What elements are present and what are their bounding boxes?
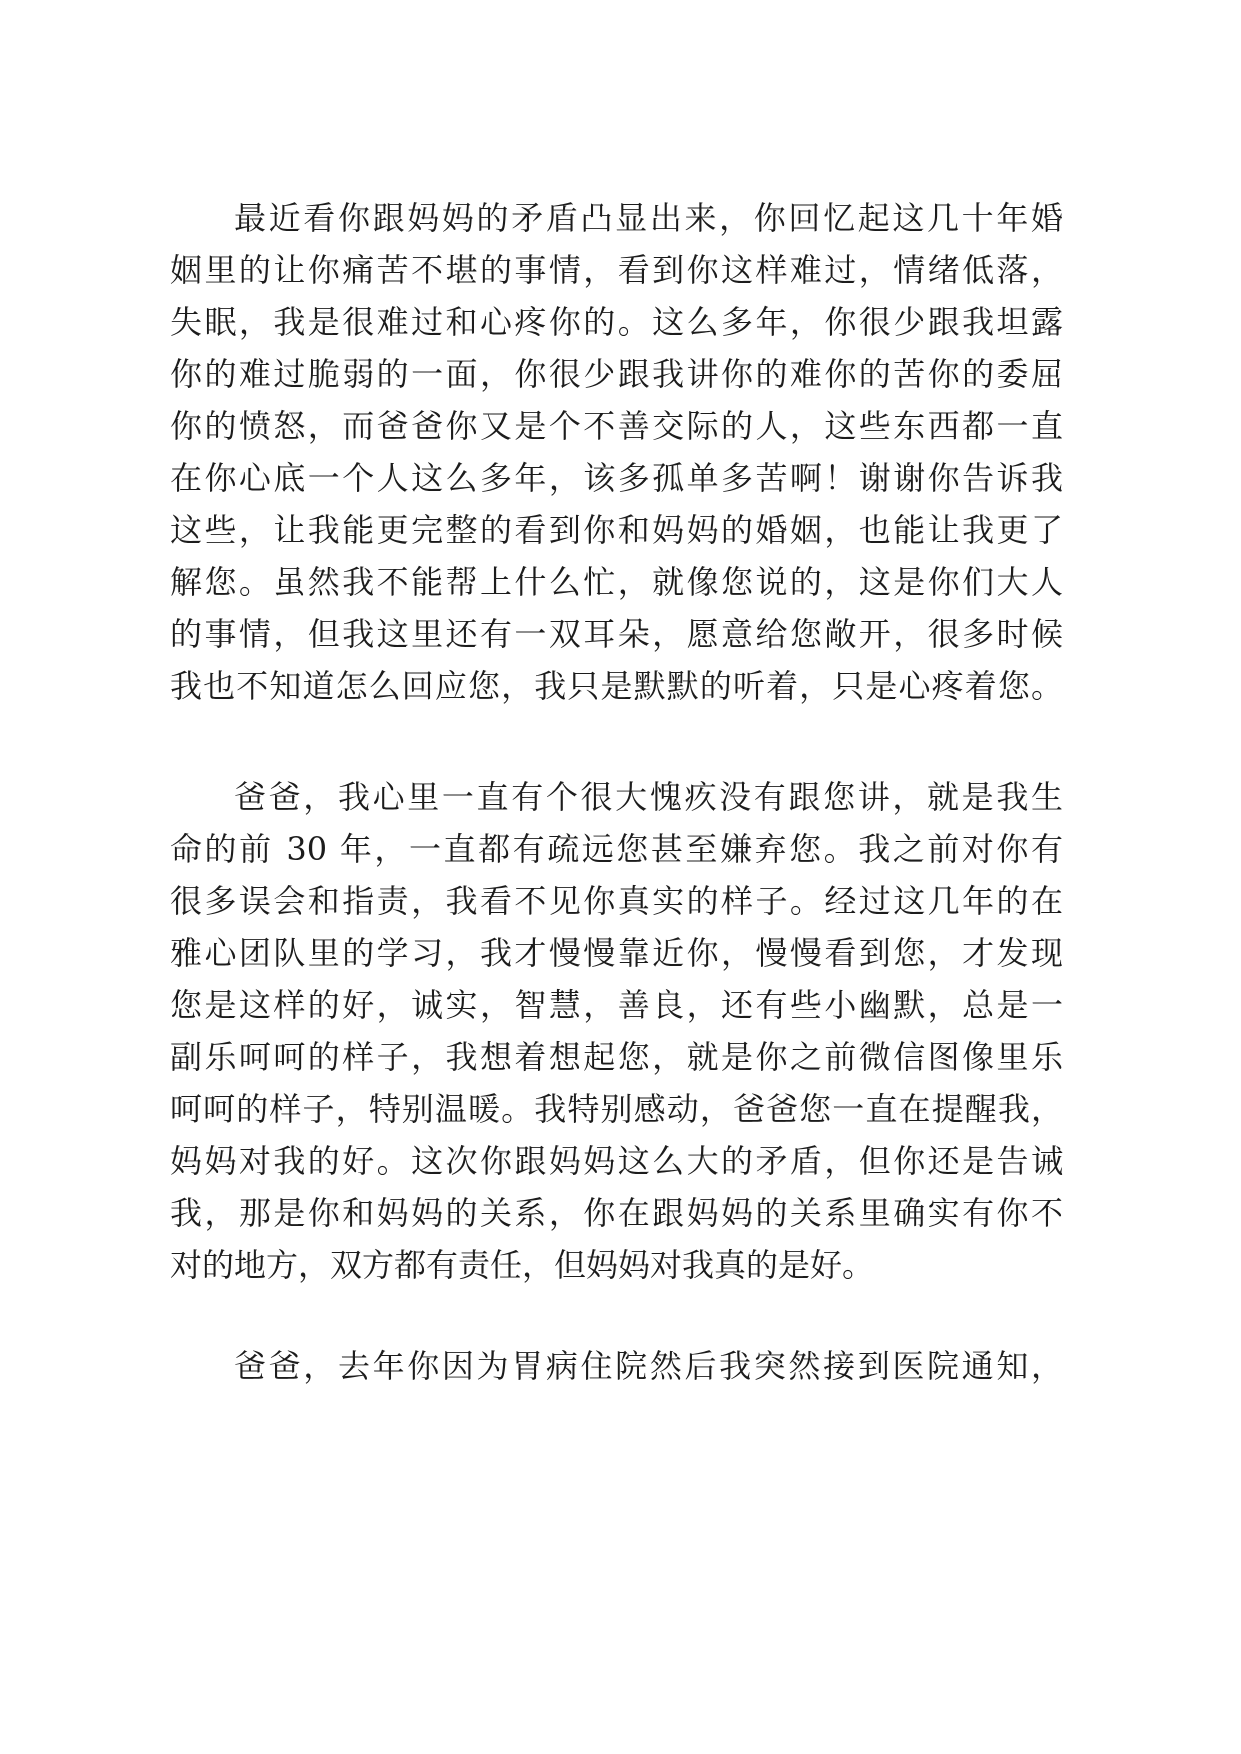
text-line: 的事情，但我这里还有一双耳朵，愿意给您敞开，很多时候 — [170, 615, 1063, 653]
text-line: 失眠，我是很难过和心疼你的。这么多年，你很少跟我坦露 — [170, 303, 1063, 341]
text-line: 很多误会和指责，我看不见你真实的样子。经过这几年的在 — [170, 882, 1063, 920]
text-line: 你的愤怒，而爸爸你又是个不善交际的人，这些东西都一直 — [170, 407, 1063, 445]
paragraph-2 — [170, 771, 1063, 1291]
text-line: 对的地方，双方都有责任，但妈妈对我真的是好。 — [170, 1246, 875, 1284]
text-line: 最近看你跟妈妈的矛盾凸显出来，你回忆起这几十年婚 — [234, 199, 1063, 237]
paragraph-1 — [170, 192, 1063, 712]
text-line: 你的难过脆弱的一面，你很少跟我讲你的难你的苦你的委屈 — [170, 355, 1063, 393]
paragraph-3 — [170, 1340, 1063, 1392]
document-body — [170, 192, 1063, 1392]
text-line: 呵呵的样子，特别温暖。我特别感动，爸爸您一直在提醒我， — [170, 1090, 1063, 1128]
text-line: 我也不知道怎么回应您，我只是默默的听着，只是心疼着您。 — [170, 667, 1063, 705]
text-line: 解您。虽然我不能帮上什么忙，就像您说的，这是你们大人 — [170, 563, 1063, 601]
text-line: 这些，让我能更完整的看到你和妈妈的婚姻，也能让我更了 — [170, 511, 1063, 549]
text-line: 姻里的让你痛苦不堪的事情，看到你这样难过，情绪低落， — [170, 251, 1063, 289]
text-line: 爸爸，去年你因为胃病住院然后我突然接到医院通知， — [234, 1347, 1063, 1385]
text-line: 雅心团队里的学习，我才慢慢靠近你，慢慢看到您，才发现 — [170, 934, 1063, 972]
text-line: 我，那是你和妈妈的关系，你在跟妈妈的关系里确实有你不 — [170, 1194, 1063, 1232]
text-line: 妈妈对我的好。这次你跟妈妈这么大的矛盾，但你还是告诫 — [170, 1142, 1063, 1180]
text-line: 副乐呵呵的样子，我想着想起您，就是你之前微信图像里乐 — [170, 1038, 1063, 1076]
text-line: 爸爸，我心里一直有个很大愧疚没有跟您讲，就是我生 — [234, 778, 1063, 816]
text-line: 您是这样的好，诚实，智慧，善良，还有些小幽默，总是一 — [170, 986, 1063, 1024]
text-line: 命的前 30 年，一直都有疏远您甚至嫌弃您。我之前对你有 — [170, 830, 1063, 868]
text-line: 在你心底一个人这么多年，该多孤单多苦啊！谢谢你告诉我 — [170, 459, 1063, 497]
